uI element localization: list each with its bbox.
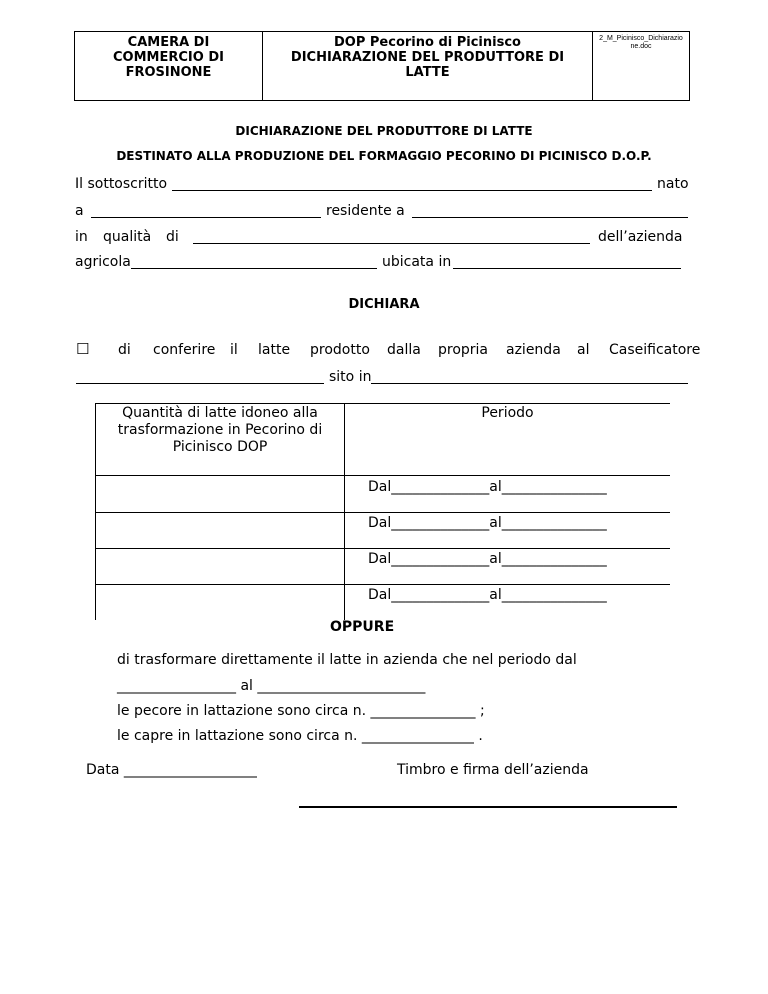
table-border-top (95, 403, 670, 404)
option2-line: di trasformare direttamente il latte in azienda che nel periodo dal (117, 652, 577, 668)
option2-goats-line[interactable]: le capre in lattazione sono circa n. ________________ . (117, 728, 483, 744)
header-chamber-line: CAMERA DI (127, 35, 210, 50)
header-chamber-line: COMMERCIO DI (113, 50, 224, 65)
option1-word: azienda (506, 342, 561, 358)
field-location-line[interactable] (453, 268, 681, 269)
table-header-quantity (96, 405, 344, 456)
field-residence-line[interactable] (412, 217, 688, 218)
label-dellazienda: dell’azienda (598, 229, 683, 245)
option1-word: il (230, 342, 238, 358)
label-residente: residente a (326, 203, 405, 219)
checkbox-conferire[interactable]: ☐ (76, 340, 90, 358)
header-file-line: ne.doc (630, 43, 652, 50)
header-chamber-cell (75, 32, 263, 100)
table-row-divider (95, 548, 670, 549)
header-title-line: LATTE (405, 65, 450, 80)
table-header-quantity-line: Quantità di latte idoneo alla (122, 405, 318, 421)
label-sito: sito in (329, 369, 372, 385)
option1-word: dalla (387, 342, 421, 358)
option1-word: prodotto (310, 342, 370, 358)
option2-period-line[interactable]: _________________ al ________________________ (117, 678, 426, 694)
header-table (74, 31, 690, 101)
table-header-quantity-line: trasformazione in Pecorino di (117, 422, 323, 438)
header-title-line: DICHIARAZIONE DEL PRODUTTORE DI (290, 50, 565, 65)
label-nato: nato (657, 176, 689, 192)
table-column-divider (344, 403, 345, 620)
header-title-cell (263, 32, 593, 100)
table-period-cell[interactable]: Dal______________al_______________ (368, 515, 607, 531)
option1-word: latte (258, 342, 291, 358)
dichiara-heading: DICHIARA (348, 297, 420, 312)
table-header-period: Periodo (481, 405, 534, 421)
label-di: di (166, 229, 179, 245)
field-caseificatore-line[interactable] (76, 383, 324, 384)
label-ubicata: ubicata in (382, 254, 452, 270)
table-row-divider (95, 475, 670, 476)
option1-word: di (118, 342, 131, 358)
label-a: a (75, 203, 84, 219)
signature-label: Timbro e firma dell’azienda (397, 762, 589, 778)
option1-word: conferire (153, 342, 216, 358)
label-agricola: agricola (75, 254, 131, 270)
header-file-cell (593, 32, 689, 100)
field-birthplace-line[interactable] (91, 217, 321, 218)
date-field[interactable]: Data ___________________ (86, 762, 257, 778)
option1-word: propria (438, 342, 489, 358)
header-chamber-line: FROSINONE (125, 65, 212, 80)
label-sottoscritto: Il sottoscritto (75, 176, 168, 192)
table-header-quantity-line: Picinisco DOP (172, 439, 268, 455)
option1-word: Caseificatore (609, 342, 701, 358)
field-name-line[interactable] (172, 190, 652, 191)
table-row-divider (95, 512, 670, 513)
field-sito-line[interactable] (371, 383, 688, 384)
table-period-cell[interactable]: Dal______________al_______________ (368, 479, 607, 495)
signature-line[interactable] (299, 806, 677, 808)
table-row-divider (95, 584, 670, 585)
document-title: DICHIARAZIONE DEL PRODUTTORE DI LATTE (235, 124, 533, 138)
header-title-line: DOP Pecorino di Picinisco (334, 35, 521, 50)
header-file-line: 2_M_Picinisco_Dichiarazio (599, 35, 683, 42)
label-in: in (75, 229, 88, 245)
field-farm-line[interactable] (131, 268, 377, 269)
oppure-heading: OPPURE (330, 619, 395, 635)
field-role-line[interactable] (193, 243, 590, 244)
option1-word: al (577, 342, 590, 358)
option2-sheep-line[interactable]: le pecore in lattazione sono circa n. _______________ ; (117, 703, 485, 719)
label-qualita: qualità (103, 229, 152, 245)
document-subtitle: DESTINATO ALLA PRODUZIONE DEL FORMAGGIO PECORINO DI PICINISCO D.O.P. (116, 149, 652, 163)
table-period-cell[interactable]: Dal______________al_______________ (368, 587, 607, 603)
table-period-cell[interactable]: Dal______________al_______________ (368, 551, 607, 567)
